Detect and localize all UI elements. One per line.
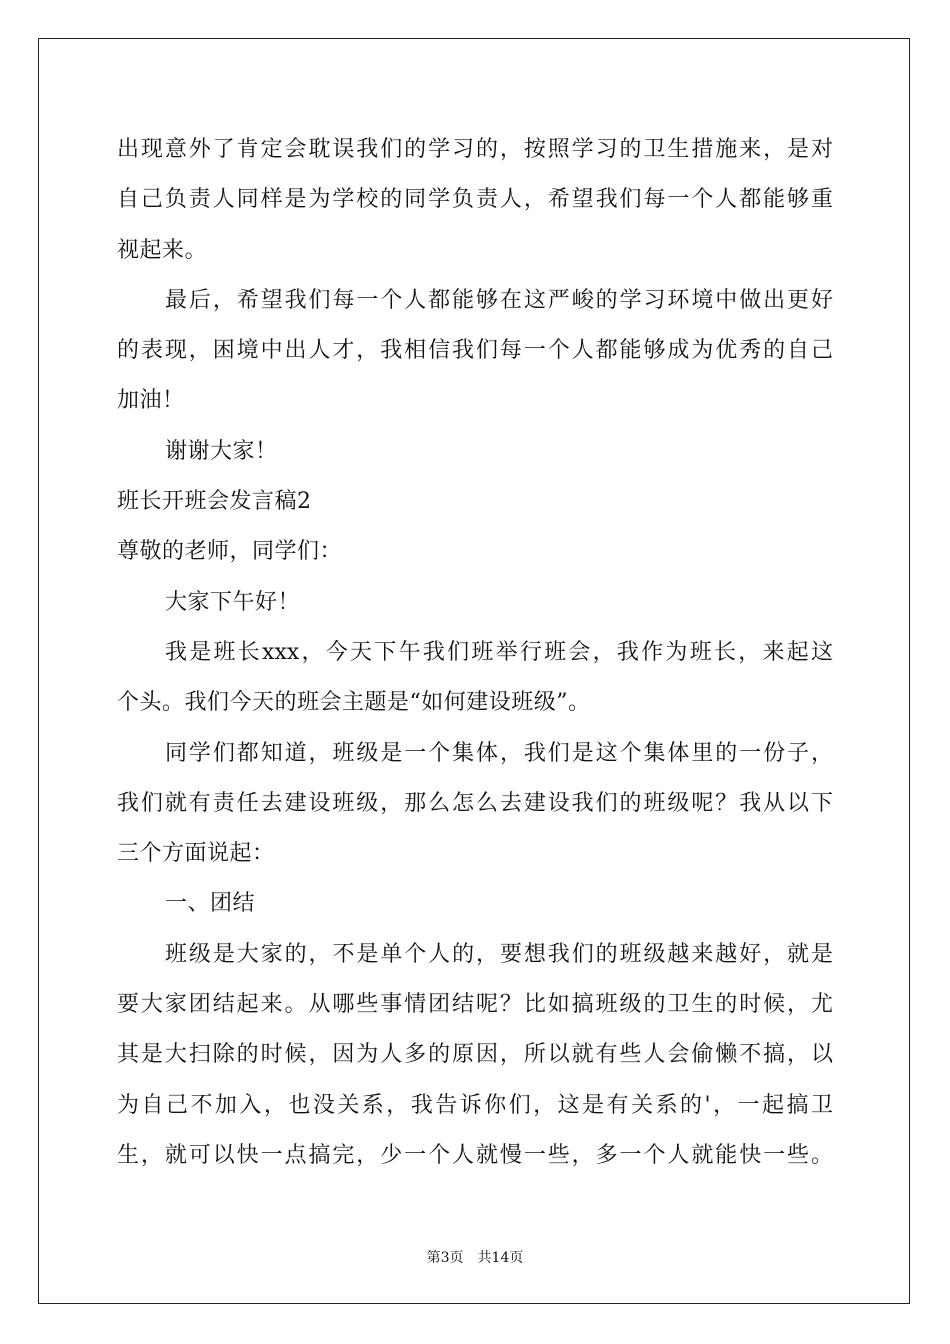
text-line: 生，就可以快一点搞完，少一个人就慢一些，多一个人就能快一些。 (117, 1142, 833, 1168)
greeting: 大家下午好！ (165, 589, 301, 615)
text-line: 谢谢大家！ (165, 438, 278, 464)
document-body (117, 125, 833, 1181)
text-line: 自己负责人同样是为学校的同学负责人，希望我们每一个人都能够重 (117, 187, 833, 213)
salutation: 尊敬的老师，同学们： (117, 539, 343, 565)
text-line: 同学们都知道，班级是一个集体，我们是这个集体里的一份子， (165, 740, 833, 766)
text-line: 三个方面说起： (117, 841, 275, 867)
text-line: 要大家团结起来。从哪些事情团结呢？比如搞班级的卫生的时候，尤 (117, 992, 833, 1018)
text-line: 个头。我们今天的班会主题是“如何建设班级”。 (117, 690, 591, 716)
text-line: 最后，希望我们每一个人都能够在这严峻的学习环境中做出更好 (165, 287, 833, 313)
page-footer (0, 1247, 950, 1267)
text-line: 出现意外了肯定会耽误我们的学习的，按照学习的卫生措施来，是对 (117, 137, 833, 162)
section-title: 班长开班会发言稿2 (117, 489, 312, 515)
page-total: 共14页 (477, 1250, 524, 1266)
text-line: 加油！ (117, 388, 185, 414)
page-number: 第3页 (426, 1250, 464, 1266)
text-line: 班级是大家的，不是单个人的，要想我们的班级越来越好，就是 (165, 941, 833, 967)
text-line: 我们就有责任去建设班级，那么怎么去建设我们的班级呢？我从以下 (117, 790, 833, 816)
text-line: 我是班长xxx，今天下午我们班举行班会，我作为班长，来起这 (165, 639, 833, 665)
text-line: 其是大扫除的时候，因为人多的原因，所以就有些人会偷懒不搞，以 (117, 1042, 833, 1068)
text-line: 的表现，困境中出人才，我相信我们每一个人都能够成为优秀的自己 (117, 338, 833, 364)
text-line: 为自己不加入，也没关系，我告诉你们，这是有关系的'，一起搞卫 (117, 1092, 833, 1118)
subheading: 一、团结 (165, 891, 256, 917)
text-line: 视起来。 (117, 237, 208, 263)
